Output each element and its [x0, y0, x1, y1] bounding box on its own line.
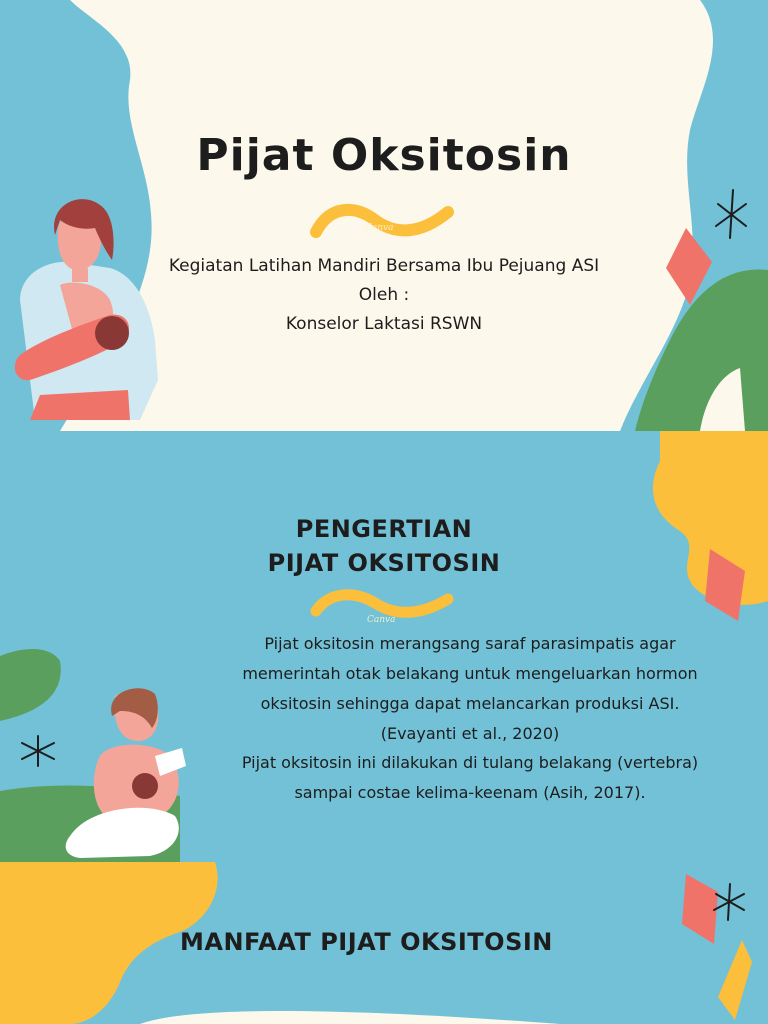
section-heading: MANFAAT PIJAT OKSITOSIN: [180, 928, 553, 956]
mother-breastfeeding-illustration-2: [60, 686, 190, 861]
paragraph-line: Pijat oksitosin merangsang saraf parasimpatis agar: [264, 634, 676, 653]
subtitle-by: Oleh :: [358, 285, 410, 305]
mother-breastfeeding-illustration: [0, 190, 170, 431]
section-heading-line2: PIJAT OKSITOSIN: [267, 549, 501, 577]
canva-watermark: Canva: [365, 223, 394, 233]
section-heading-line1: PENGERTIAN: [295, 515, 473, 543]
subtitle-event: Kegiatan Latihan Mandiri Bersama Ibu Pejuang ASI: [168, 256, 600, 276]
slide-title: [0, 0, 768, 431]
slide-benefits: [0, 862, 768, 1024]
page-title: Pijat Oksitosin: [196, 130, 572, 181]
subtitle-author: Konselor Laktasi RSWN: [285, 314, 483, 334]
slide-definition: [0, 431, 768, 862]
paragraph-citation: (Evayanti et al., 2020): [380, 724, 560, 743]
paragraph-line: Pijat oksitosin ini dilakukan di tulang belakang (vertebra): [241, 753, 699, 772]
canva-watermark: Canva: [367, 615, 396, 625]
paragraph-line: memerintah otak belakang untuk mengeluarkan hormon: [242, 664, 698, 683]
paragraph-line: oksitosin sehingga dapat melancarkan produksi ASI.: [260, 694, 680, 713]
paragraph-line: sampai costae kelima-keenam (Asih, 2017).: [294, 783, 646, 802]
